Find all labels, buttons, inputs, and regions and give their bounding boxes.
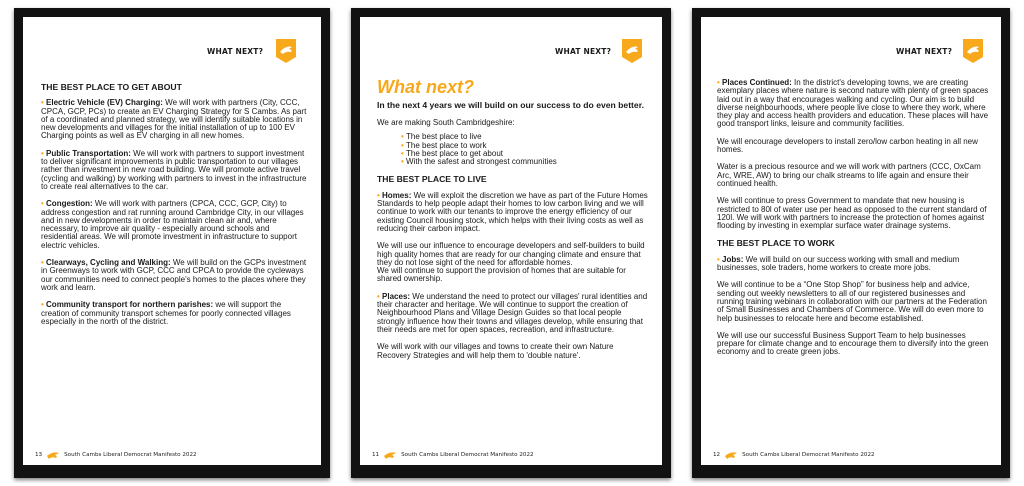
section-heading: THE BEST PLACE TO GET ABOUT: [41, 82, 182, 92]
section-heading: THE BEST PLACE TO LIVE: [377, 174, 487, 185]
libdem-logo: [963, 39, 983, 63]
header-label: WHAT NEXT?: [896, 47, 953, 56]
footer-text: South Cambs Liberal Democrat Manifesto 2022: [742, 452, 875, 458]
page-footer: [713, 451, 875, 459]
footer-text: South Cambs Liberal Democrat Manifesto 2022: [64, 452, 197, 458]
paragraph-support-team: We will use our successful Business Support Team to help businesses prepare for climate change and to encourage them to diversify into the green economy and to create green jobs.: [717, 330, 989, 357]
paragraph-places-continued: • Places Continued: In the district's developing towns, we are creating exemplary places where nature is second nature with plenty of green spaces laid out in a way that encourages walking and cycling. Our aim is to build diverse neighbourhoods, where people live close to where they work, where they play and access health providers and education. These places will have good transport links, leisure and community facilities.: [717, 78, 989, 129]
bird-icon: [47, 451, 59, 459]
page-frame-middle: [351, 8, 671, 478]
header-label: WHAT NEXT?: [207, 47, 264, 56]
list-item: • The best place to work: [401, 140, 487, 150]
page-frame-right: [692, 8, 1010, 478]
bird-icon: [384, 451, 396, 459]
paragraph-nature: We will work with our villages and towns to create their own Nature Recovery Strategies and will help them to 'double nature'.: [377, 342, 614, 360]
paragraph-public-transport: • Public Transportation: We will work with partners to support investment to deliver significant improvements in public transportation to our villages rather than investment in new road building. We will promote active travel (cycling and walking) by working with partners to invest in the infrastructure to create real alternatives to the car.: [41, 148, 307, 191]
paragraph-jobs: • Jobs: We will build on our success working with small and medium businesses, sole traders, home workers to create more jobs.: [717, 254, 960, 273]
paragraph-places: • Places: We understand the need to protect our villages' rural identities and their character and heritage. We will continue to support the creation of Neighbourhood Plans and Village Design Guides so that local people strongly influence how their towns and villages develop, while ensuring that their needs are met for open spaces, recreation, and infrastructure.: [377, 291, 648, 334]
goals-list: [401, 133, 648, 166]
bird-icon: [725, 451, 737, 459]
paragraph-one-stop-shop: We will continue to be a “One Stop Shop” for business help and advice, sending out weekly newsletters to all of our registered businesses and running training webinars in collaboration with our partners at the Federation of Small Businesses and Chambers of Commerce. We will do even more to help businesses to relocate here and become established.: [717, 280, 987, 323]
page-footer: [372, 451, 534, 459]
page-frame-left: [14, 8, 330, 478]
paragraph-community-transport: • Community transport for northern parishes: we will support the creation of community transport schemes for poorly connected villages especially in the north of the district.: [41, 300, 291, 326]
header-label: WHAT NEXT?: [555, 47, 612, 56]
page-number: 12: [713, 452, 721, 458]
paragraph-shared-ownership: We will continue to support the provision of homes that are suitable for shared ownership.: [377, 266, 626, 284]
page-number: 13: [35, 452, 43, 458]
list-item: • With the safest and strongest communities: [401, 157, 557, 167]
paragraph-homes: • Homes: We will exploit the discretion we have as part of the Future Homes Standards to help people adapt their homes to low carbon living and we will continue to work with our tenants to improve the energy efficiency of our existing Council housing stock, which helps with their living costs as well as reducing their carbon impact.: [377, 190, 648, 233]
paragraph-government: We will continue to press Government to mandate that new housing is restricted to 80l of water use per head as opposed to the current standard of 120l. We will work with partners to increase the protection of homes against flooding by investing in exemplar surface water drainage systems.: [717, 196, 987, 231]
lead-text: In the next 4 years we will build on our success to do even better.: [377, 100, 644, 110]
page-middle: [360, 17, 662, 465]
libdem-logo: [276, 39, 296, 63]
paragraph-clearways: • Clearways, Cycling and Walking: We will build on the GCPs investment in Greenways to work with GCP, CCC and CPCA to provide the cycleways our communities need to connect people's homes to the places where they work and learn.: [41, 258, 307, 292]
libdem-logo: [622, 39, 642, 63]
intro-text: We are making South Cambridgeshire:: [377, 118, 515, 127]
page-right: [701, 17, 1001, 465]
page-footer: [35, 451, 197, 459]
page-left: [23, 17, 321, 465]
paragraph-congestion: • Congestion: We will work with partners (CPCA, CCC, GCP, City) to address congestion and rat running around Cambridge City, in our villages and in new developments in order to maintain clean air and, where necessary, to improve air quality - especially around schools and residential areas. We will promote investment in infrastructure to support electric vehicles.: [41, 199, 304, 250]
paragraph-influence: We will use our influence to encourage developers and self-builders to build high quality homes that are ready for our changing climate and ensure that they do not lose sight of the need for affordable homes.: [377, 241, 645, 267]
paragraph-water: Water is a precious resource and we will work with partners (CCC, OxCam Arc, WRE, AW) to bring our chalk streams to life again and ensure their continued health.: [717, 162, 981, 188]
list-item: • The best place to get about: [401, 148, 503, 158]
paragraph-ev-charging: • Electric Vehicle (EV) Charging: We will work with partners (City, CCC, CPCA, GCP, PCs) to create an EV Charging Strategy for S Cambs. As part of a coordinated and planned strategy, we will identify suitable locations in new developments and villages for the initial installation of up to 100 EV Charging points as well as EV charging in all new homes.: [41, 98, 307, 141]
section-heading: THE BEST PLACE TO WORK: [717, 238, 835, 249]
page-title: What next?: [377, 77, 474, 97]
footer-text: South Cambs Liberal Democrat Manifesto 2022: [401, 452, 534, 458]
page-number: 11: [372, 452, 380, 458]
paragraph-heating: We will encourage developers to install zero/low carbon heating in all new homes.: [717, 136, 978, 155]
list-item: • The best place to live: [401, 132, 482, 142]
